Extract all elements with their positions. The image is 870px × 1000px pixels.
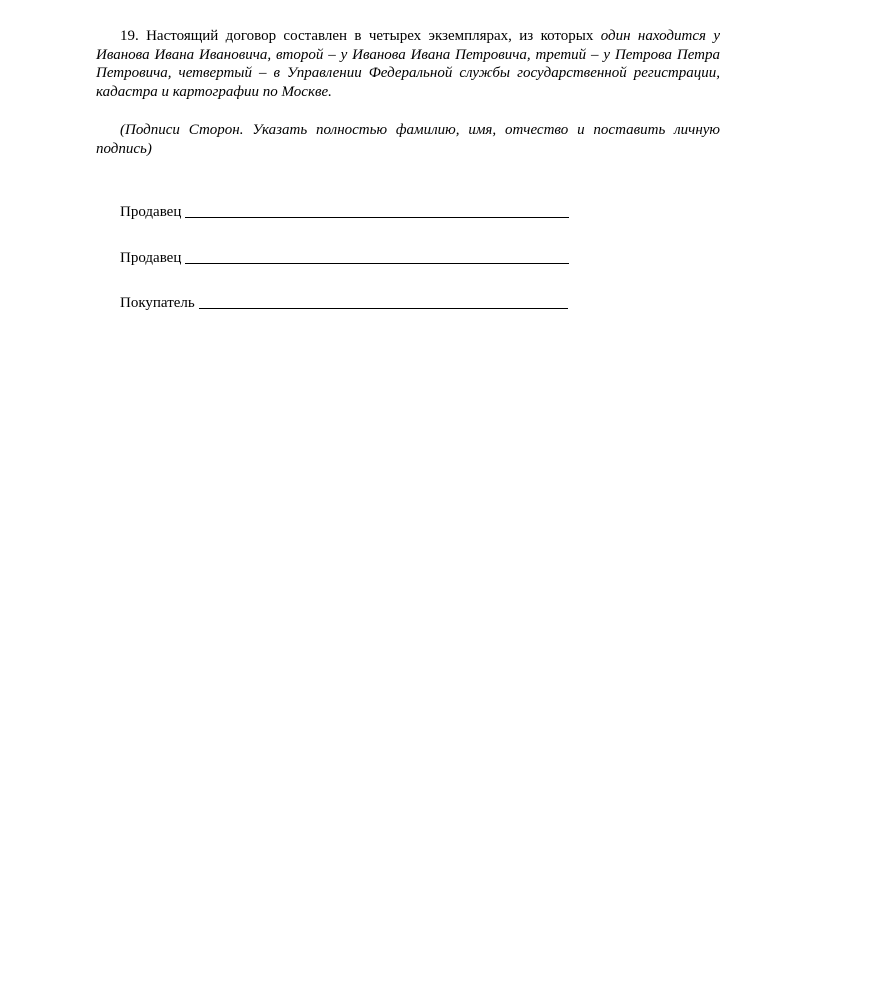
buyer-label: Покупатель: [120, 295, 195, 311]
buyer-signature-line: [120, 292, 568, 312]
signatures-note: [96, 121, 720, 158]
seller-2-signature-line: [120, 247, 569, 267]
clause-19-italic-text: один находится у Иванова Ивана Ивановича, второй – у Иванова Ивана Петровича, третий – у Петрова Петра Петровича, четвертый – в Управлении Федеральной службы государственной регистрации, кадастра и картографии по Москве.: [96, 28, 720, 100]
seller-1-signature-line: [120, 201, 569, 221]
seller-1-label: Продавец: [120, 204, 182, 220]
seller-1-signature-field[interactable]: [185, 203, 569, 218]
signatures-note-text: (Подписи Сторон. Указать полностью фамилию, имя, отчество и поставить личную подпись): [96, 122, 720, 157]
seller-2-label: Продавец: [120, 250, 182, 266]
buyer-signature-field[interactable]: [199, 294, 568, 309]
clause-19-plain-text: 19. Настоящий договор составлен в четырех экземплярах, из которых: [120, 28, 601, 44]
clause-19-paragraph: [96, 27, 720, 101]
seller-2-signature-field[interactable]: [185, 249, 569, 264]
